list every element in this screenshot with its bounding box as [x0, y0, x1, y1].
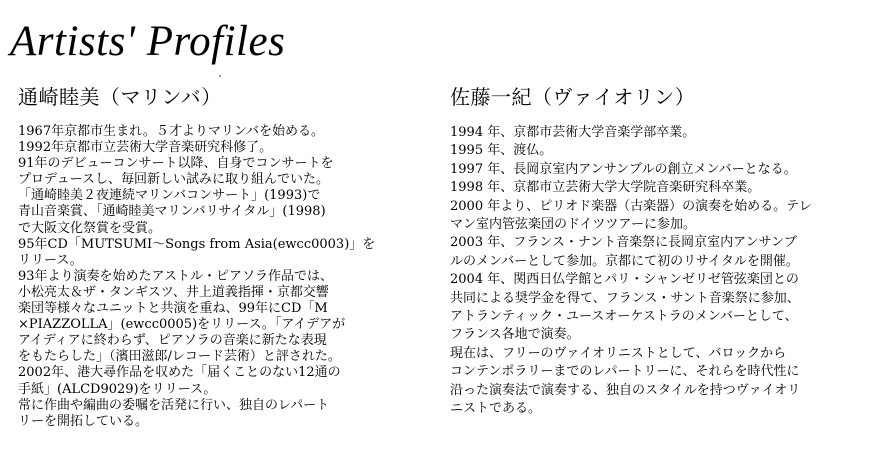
biography-line: 手紙」(ALCD9029)をリリース。 [18, 381, 217, 397]
biography-line: 95年CD「MUTSUMI〜Songs from Asia(ewcc0003)」を [18, 236, 376, 252]
biography-line: 沿った演奏法で演奏する、独自のスタイルを持つヴァイオリ [450, 382, 801, 398]
artist-name: 通崎睦美（マリンバ） [18, 85, 222, 109]
biography-line: 2000 年より、ピリオド楽器（古楽器）の演奏を始める。テレ [450, 198, 812, 214]
artist-biography [18, 124, 428, 430]
biography-line: アトランティック・ユースオーケストラのメンバーとして、 [450, 309, 798, 325]
artist-name: 佐藤一紀（ヴァイオリン） [450, 85, 696, 109]
artist-profile-marimba [18, 82, 428, 430]
biography-line: 1992年京都市立芸術大学音楽研究科修了。 [18, 140, 273, 156]
biography-line: 楽団等様々なユニットと共演を重ね、99年にCD「M [18, 301, 328, 317]
biography-line: をもたらした」（濱田滋郎/レコード芸術）と評された。 [18, 349, 341, 365]
biography-line: 91年のデビューコンサート以降、自身でコンサートを [18, 156, 334, 172]
biography-line: コンテンポラリーまでのレパートリーに、それらを時代性に [450, 364, 800, 380]
biography-line: ニストである。 [450, 401, 542, 417]
biography-line: リリース。 [18, 252, 83, 268]
biography-line: アイディアに終わらず、ピアソラの音楽に新たな表現 [18, 333, 327, 349]
page-title: Artists' Profiles [10, 18, 286, 65]
decorative-dot [219, 75, 221, 77]
biography-line: 2003 年、フランス・ナント音楽祭に長岡京室内アンサンブ [450, 235, 798, 251]
biography-line: 2002年、港大尋作品を収めた「届くことのない12通の [18, 365, 341, 381]
biography-line: 「通崎睦美２夜連続マリンバコンサート」(1993)で [18, 188, 321, 204]
biography-line: フランス各地で演奏。 [450, 327, 580, 343]
artist-biography [450, 124, 870, 419]
biography-line: 共同による奨学金を得て、フランス・サント音楽祭に参加、 [450, 290, 800, 306]
biography-line: 小松亮太＆ザ・タンギスツ、井上道義指揮・京都交響 [18, 284, 329, 300]
biography-line: 現在は、フリーのヴァイオリニストとして、バロックから [450, 345, 787, 361]
biography-line: 2004 年、関西日仏学館とパリ・シャンゼリゼ管弦楽団との [450, 272, 799, 288]
artist-profile-violin [450, 82, 870, 419]
biography-line: 1997 年、長岡京室内アンサンブルの創立メンバーとなる。 [450, 161, 797, 177]
biography-line: ルのメンバーとして参加。京都にて初のリサイタルを開催。 [450, 253, 799, 269]
biography-line: で大阪文化祭賞を受賞。 [18, 220, 162, 236]
biography-line: 93年より演奏を始めたアストル・ピアソラ作品では、 [18, 268, 334, 284]
biography-line: マン室内管弦楽団のドイツツアーに参加。 [450, 217, 696, 233]
biography-line: 1967年京都市生まれ。５才よりマリンバを始める。 [18, 124, 324, 139]
biography-line: 1994 年、京都市芸術大学音楽学部卒業。 [450, 125, 696, 140]
biography-line: 青山音楽賞、「通崎睦美マリンバリサイタル」(1998) [18, 204, 326, 220]
biography-line: ×PIAZZOLLA」(ewcc0005)をリリース。「アイデアが [18, 317, 346, 333]
biography-line: 常に作曲や編曲の委嘱を活発に行い、独自のレパート [18, 397, 330, 413]
biography-line: リーを開拓している。 [18, 413, 149, 429]
biography-line: 1998 年、京都市立芸術大学大学院音楽研究科卒業。 [450, 180, 761, 196]
biography-line: 1995 年、渡仏。 [450, 143, 553, 159]
biography-line: プロデュースし、毎回新しい試みに取り組んでいた。 [18, 172, 329, 188]
